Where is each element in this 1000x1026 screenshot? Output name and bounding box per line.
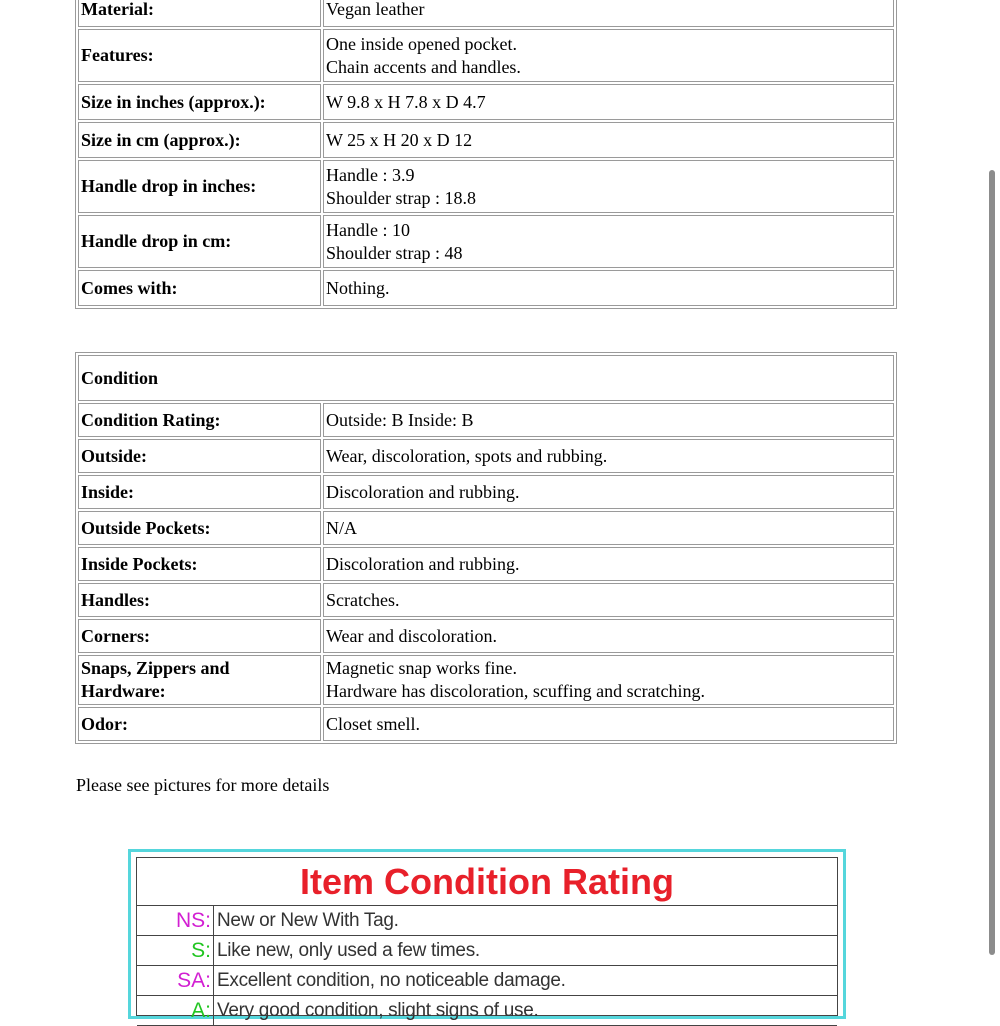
table-row [78,619,894,653]
row-label: Outside Pockets: [78,511,321,545]
row-label: Condition Rating: [78,403,321,437]
row-value [323,29,894,82]
row-value [323,160,894,213]
table-row [78,655,894,705]
rating-code: SA: [137,966,214,995]
row-label: Material: [78,0,321,27]
rating-code: A: [137,996,214,1025]
row-label [78,655,321,705]
item-condition-rating-box [128,849,846,1022]
row-value [323,215,894,268]
table-row [78,475,894,509]
row-value-line: Nothing. [326,277,390,298]
rating-code: S: [137,936,214,965]
condition-title: Condition [78,355,894,401]
rating-row [137,966,837,996]
table-row [78,707,894,741]
product-details-table [75,0,897,309]
row-label: Handles: [78,583,321,617]
table-row [78,511,894,545]
row-value-line: Shoulder strap : 48 [326,242,463,263]
row-value-line: Vegan leather [326,0,425,19]
scrollbar-thumb[interactable] [989,170,995,955]
row-label-line: Snaps, Zippers and [81,658,230,678]
row-label: Features: [78,29,321,82]
row-value-line: Outside: B Inside: B [326,409,474,430]
rating-title: Item Condition Rating [137,858,837,906]
row-label: Handle drop in inches: [78,160,321,213]
row-value-line: Discoloration and rubbing. [326,481,520,502]
row-value-line: Scratches. [326,589,400,610]
row-label: Comes with: [78,270,321,306]
table-row [78,547,894,581]
row-label: Size in inches (approx.): [78,84,321,120]
row-value-line: Shoulder strap : 18.8 [326,187,476,208]
rating-row [137,936,837,966]
row-label: Corners: [78,619,321,653]
row-value [323,403,894,437]
rating-description: Like new, only used a few times. [217,940,480,961]
row-label-line: Hardware: [81,681,166,701]
row-value-line: Closet smell. [326,713,420,734]
row-value [323,547,894,581]
row-value-line: Discoloration and rubbing. [326,553,520,574]
row-value-line: W 25 x H 20 x D 12 [326,129,473,150]
row-label: Size in cm (approx.): [78,122,321,158]
row-value-line: W 9.8 x H 7.8 x D 4.7 [326,91,486,112]
rating-description: Excellent condition, no noticeable damage. [217,970,566,991]
row-value [323,655,894,705]
row-value [323,511,894,545]
rating-code: NS: [137,906,214,935]
row-label: Inside Pockets: [78,547,321,581]
row-value-line: One inside opened pocket. [326,33,517,54]
row-value-line: Handle : 10 [326,219,410,240]
row-label: Inside: [78,475,321,509]
rating-description: New or New With Tag. [217,910,399,931]
row-label: Odor: [78,707,321,741]
rating-row [137,906,837,936]
see-pictures-note: Please see pictures for more details [76,775,330,795]
row-value-line: Chain accents and handles. [326,56,521,77]
rating-description: Very good condition, slight signs of use. [217,1000,539,1021]
row-value-line: Handle : 3.9 [326,164,415,185]
row-value-line: Wear, discoloration, spots and rubbing. [326,445,608,466]
row-label: Outside: [78,439,321,473]
table-row [78,160,894,213]
condition-title-row [78,355,894,401]
table-row [78,270,894,306]
rating-row [137,996,837,1026]
row-value-line: Magnetic snap works fine. [326,658,517,678]
row-value [323,0,894,27]
row-value-line: Hardware has discoloration, scuffing and scratching. [326,681,706,701]
table-row [78,122,894,158]
row-value-line: Wear and discoloration. [326,625,497,646]
table-row [78,403,894,437]
table-row [78,84,894,120]
row-value [323,122,894,158]
row-value [323,475,894,509]
condition-table [75,352,897,744]
row-value-line: N/A [326,517,357,538]
row-label: Handle drop in cm: [78,215,321,268]
table-row [78,0,894,27]
table-row [78,439,894,473]
row-value [323,84,894,120]
row-value [323,270,894,306]
scrollbar[interactable] [986,0,1000,1000]
table-row [78,215,894,268]
table-row [78,583,894,617]
row-value [323,439,894,473]
row-value [323,707,894,741]
row-value [323,619,894,653]
table-row [78,29,894,82]
row-value [323,583,894,617]
